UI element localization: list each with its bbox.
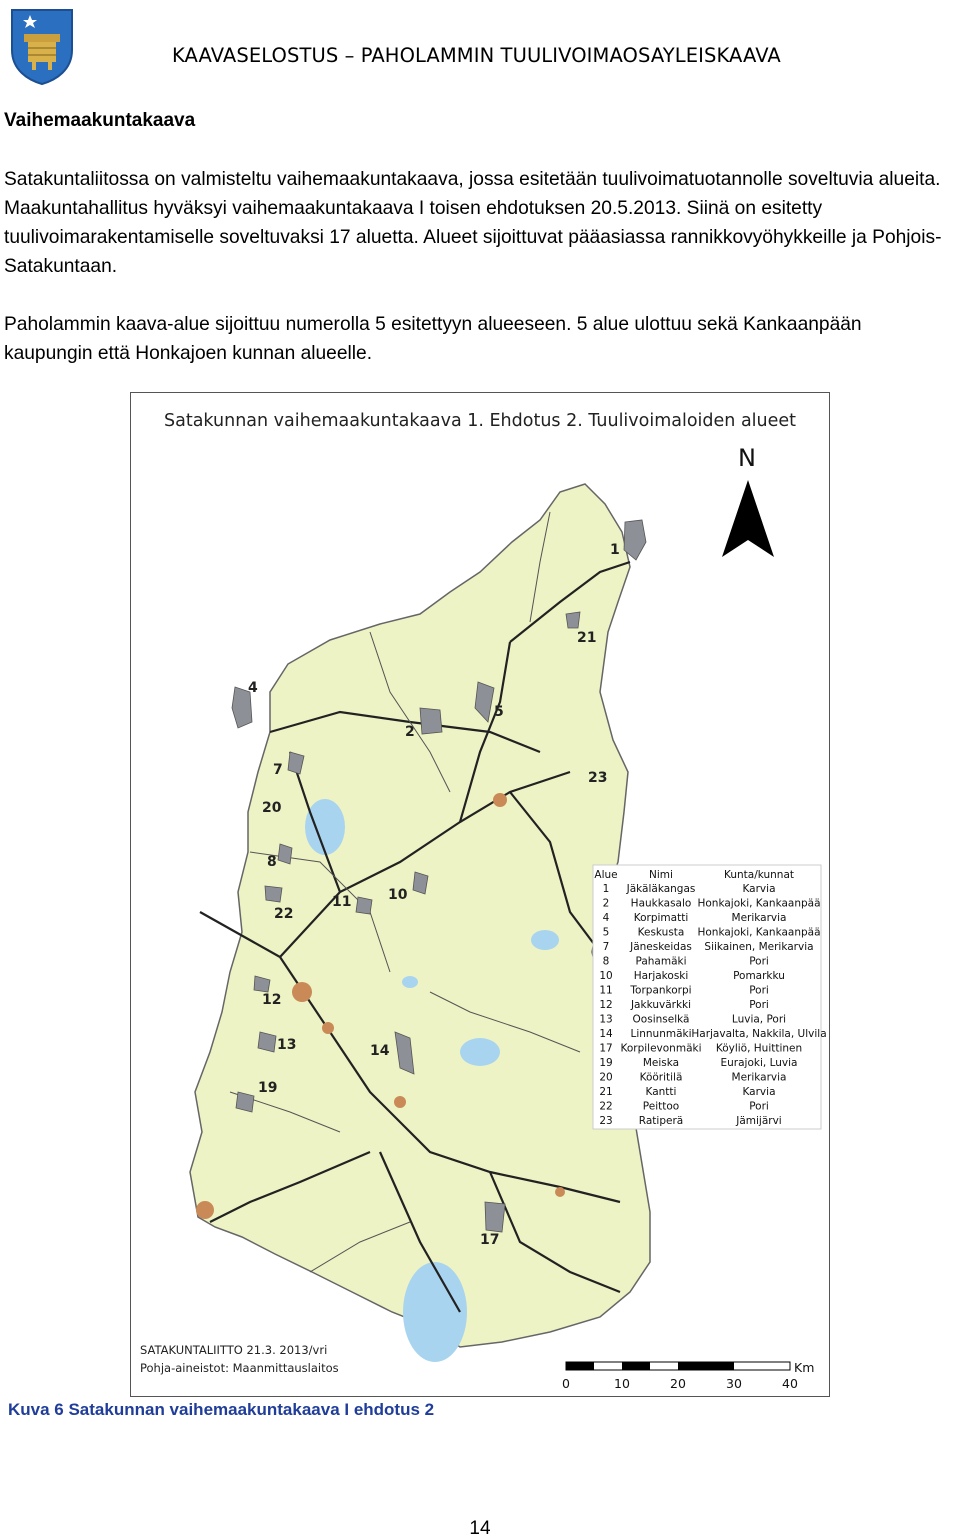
table-cell: Pori: [749, 999, 769, 1011]
table-cell: 17: [599, 1042, 613, 1055]
table-header-cell: Alue: [594, 869, 618, 881]
table-cell: 21: [599, 1086, 613, 1098]
scale-tick-label: 40: [782, 1376, 798, 1391]
area-label: 10: [388, 887, 408, 903]
lake: [460, 1038, 500, 1066]
table-cell: Eurajoki, Luvia: [720, 1057, 798, 1069]
table-cell: Pori: [749, 955, 769, 968]
area-label: 11: [332, 894, 352, 910]
map-title: Satakunnan vaihemaakuntakaava 1. Ehdotus 2. Tuulivoimaloiden alueet: [164, 411, 797, 431]
lake: [403, 1262, 467, 1362]
table-cell: 23: [599, 1115, 613, 1127]
table-cell: Siikainen, Merikarvia: [704, 941, 814, 953]
table-cell: 5: [602, 926, 610, 939]
lake: [305, 799, 345, 855]
table-cell: Ratiperä: [638, 1115, 684, 1127]
area-label: 12: [262, 992, 282, 1008]
wind-power-areas-map: [130, 392, 830, 1397]
table-cell: Linnunmäki: [630, 1028, 692, 1040]
area-label: 7: [273, 762, 283, 778]
table-cell: Karvia: [742, 1086, 776, 1098]
area-label: 13: [277, 1037, 297, 1053]
table-cell: 20: [599, 1071, 613, 1084]
paragraph-2: Paholammin kaava-alue sijoittuu numerolla 5 esitettyyn alueeseen. 5 alue ulottuu sekä Kankaanpään kaupungin että Honkajoen kunnan alueelle.: [4, 314, 862, 364]
scale-tick-label: 20: [670, 1376, 686, 1391]
table-cell: Korpilevonmäki: [620, 1042, 702, 1055]
area-label: 5: [494, 704, 504, 720]
area-label: 17: [480, 1232, 500, 1248]
area-label: 21: [577, 630, 597, 646]
table-cell: Jäkäläkangas: [626, 883, 696, 895]
table-cell: Haukkasalo: [630, 897, 692, 910]
table-cell: Jämijärvi: [736, 1115, 782, 1127]
table-cell: Honkajoki, Kankaanpää: [697, 926, 821, 939]
area-label: 2: [405, 724, 415, 740]
paragraph-1: Satakuntaliitossa on valmisteltu vaihemaakuntakaava, jossa esitetään tuulivoimatuotannolle soveltuvia alueita. Maakuntahallitus hyväksyi vaihemaakuntakaava I toisen ehdotuksen 20.5.2013. Siinä on esitetty tuulivoimarakentamiselle soveltuvaksi 17 aluetta. Alueet sijoittuvat pääasiassa rannikkovyöhykkeille ja Pohjois-Satakuntaan.: [4, 169, 942, 277]
area-label: 8: [267, 854, 277, 870]
table-cell: Köyliö, Huittinen: [715, 1042, 803, 1055]
table-cell: 12: [599, 999, 613, 1011]
table-cell: Pomarkku: [733, 970, 785, 982]
table-cell: 7: [602, 941, 610, 953]
area-label: 19: [258, 1080, 278, 1096]
table-cell: 22: [599, 1100, 613, 1113]
table-cell: Korpimatti: [633, 912, 689, 924]
area-label: 20: [262, 800, 282, 816]
section-title: Vaihemaakuntakaava: [4, 110, 196, 131]
table-cell: 10: [599, 970, 613, 982]
areas-table: [593, 865, 827, 1129]
scale-tick-label: 10: [614, 1376, 630, 1391]
table-cell: Karvia: [742, 883, 776, 895]
table-cell: Merikarvia: [731, 912, 787, 924]
table-cell: Honkajoki, Kankaanpää: [697, 897, 821, 910]
table-cell: Oosinselkä: [632, 1013, 690, 1026]
map-credit: SATAKUNTALIITTO 21.3. 2013/vri: [140, 1343, 328, 1357]
area-label: 22: [274, 906, 294, 922]
table-cell: Meiska: [642, 1057, 680, 1069]
table-header-cell: Nimi: [649, 869, 673, 881]
table-cell: Pori: [749, 1100, 769, 1113]
table-cell: Harjavalta, Nakkila, Ulvila: [691, 1028, 827, 1040]
area-label: 14: [370, 1043, 390, 1059]
scale-tick-label: 30: [726, 1376, 742, 1391]
table-cell: Harjakoski: [633, 970, 689, 982]
figure-caption: Kuva 6 Satakunnan vaihemaakuntakaava I ehdotus 2: [8, 1400, 435, 1419]
table-cell: Merikarvia: [731, 1071, 787, 1084]
table-cell: Keskusta: [637, 926, 685, 939]
table-cell: 13: [599, 1013, 613, 1026]
table-cell: 4: [602, 912, 610, 924]
table-cell: 2: [602, 897, 610, 910]
table-cell: Jakkuvärkki: [630, 999, 692, 1011]
area-label: 23: [588, 770, 608, 786]
scale-tick-label: 0: [562, 1376, 570, 1391]
north-label: N: [738, 444, 756, 472]
page-number: 14: [469, 1518, 491, 1539]
document-header: KAAVASELOSTUS – PAHOLAMMIN TUULIVOIMAOSAYLEISKAAVA: [172, 44, 781, 67]
table-cell: 19: [599, 1057, 613, 1069]
table-cell: Torpankorpi: [630, 984, 692, 997]
table-cell: Luvia, Pori: [731, 1013, 787, 1026]
lake: [531, 930, 559, 950]
area-label: 4: [248, 680, 258, 696]
table-cell: Pahamäki: [635, 955, 687, 968]
table-cell: Peittoo: [642, 1100, 680, 1113]
table-cell: Kantti: [645, 1086, 677, 1098]
table-cell: Kööritilä: [639, 1071, 683, 1084]
table-cell: Pori: [749, 984, 769, 997]
lake: [402, 976, 418, 988]
table-cell: 8: [602, 955, 610, 968]
table-cell: 1: [602, 883, 610, 895]
table-header-cell: Kunta/kunnat: [723, 869, 795, 881]
map-source: Pohja-aineistot: Maanmittauslaitos: [140, 1361, 339, 1375]
coat-of-arms-logo: [8, 6, 76, 86]
table-cell: 14: [599, 1028, 613, 1040]
table-cell: 11: [599, 984, 613, 997]
area-label: 1: [610, 542, 620, 558]
scale-unit: Km: [794, 1360, 815, 1375]
table-cell: Jäneskeidas: [630, 941, 692, 953]
